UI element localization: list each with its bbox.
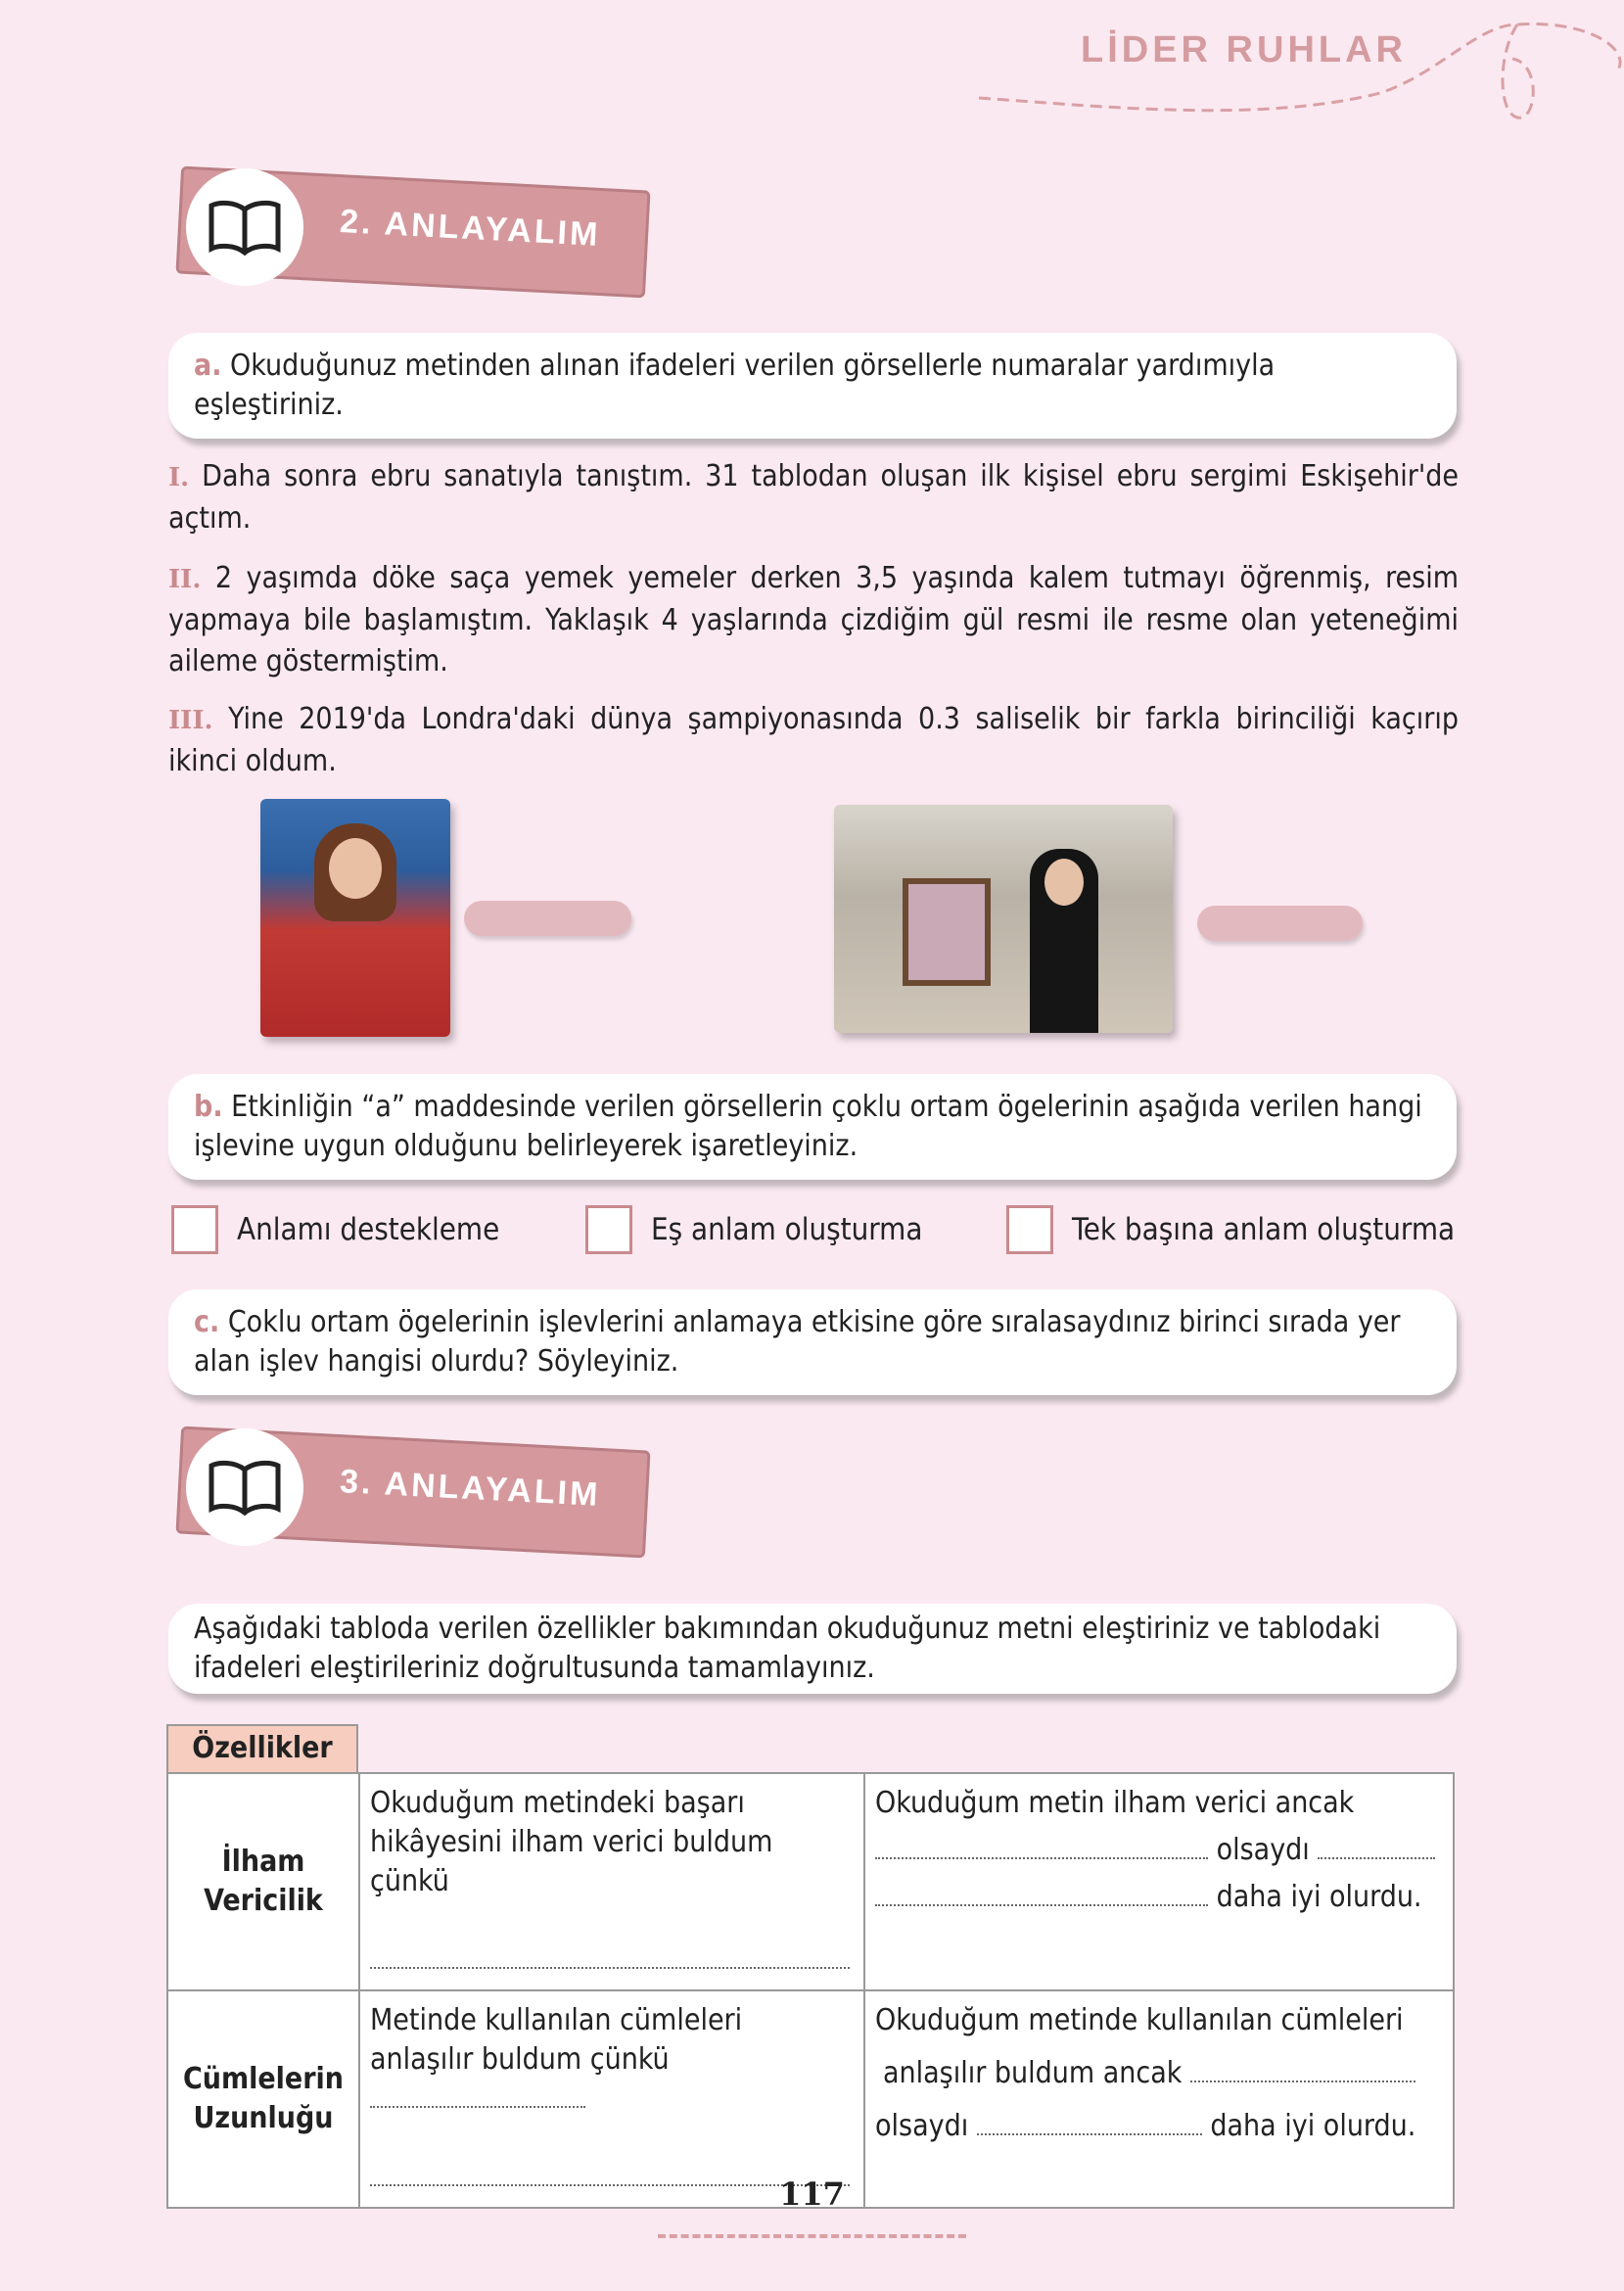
cell-text: Okuduğum metin ilham verici ancak bbox=[875, 1786, 1355, 1820]
instruction-a bbox=[168, 333, 1457, 439]
table-row bbox=[167, 1773, 1454, 1990]
statement-text: Daha sonra ebru sanatıyla tanıştım. 31 tablodan oluşan ilk kişisel ebru sergimi Eskişehir'de açtım. bbox=[168, 459, 1459, 536]
section-2-banner bbox=[168, 168, 653, 305]
instruction-3 bbox=[168, 1604, 1457, 1694]
statement-3 bbox=[168, 699, 1459, 782]
section-2-title: 2. ANLAYALIM bbox=[339, 203, 602, 254]
roman-numeral: III. bbox=[168, 706, 213, 735]
checkbox-tek-basina[interactable] bbox=[1006, 1205, 1053, 1254]
book-icon bbox=[186, 168, 303, 286]
instruction-b bbox=[168, 1074, 1457, 1180]
roman-numeral: I. bbox=[168, 463, 190, 492]
instruction-3-text: Aşağıdaki tabloda verilen özellikler bakımından okuduğunuz metni eleştiriniz ve tablodaki ifadeleri eleştirileriniz doğrultusunda tamamlayınız. bbox=[194, 1612, 1381, 1685]
cell-text: Okuduğum metindeki başarı hikâyesini ilham verici buldum çünkü bbox=[370, 1786, 773, 1898]
brand-title: LİDER RUHLAR bbox=[1081, 29, 1407, 70]
row-label: Cümlelerin Uzunluğu bbox=[167, 1990, 359, 2208]
statement-text: Yine 2019'da Londra'daki dünya şampiyonasında 0.3 saliselik bir farkla birinciliği kaçırıp ikinci oldum. bbox=[168, 702, 1459, 778]
table-header: Özellikler bbox=[166, 1724, 358, 1773]
roman-numeral: II. bbox=[168, 565, 202, 594]
cell-text: Metinde kullanılan cümleleri anlaşılır buldum çünkü bbox=[370, 2003, 743, 2077]
option-label: Tek başına anlam oluşturma bbox=[1072, 1212, 1456, 1247]
checkbox-es-anlam[interactable] bbox=[585, 1205, 632, 1254]
cell-text: daha iyi olurdu. bbox=[1210, 2109, 1416, 2143]
blank-line[interactable] bbox=[875, 1883, 1208, 1906]
athlete-photo bbox=[260, 799, 450, 1037]
cell-text: Okuduğum metinde kullanılan cümleleri bbox=[875, 2003, 1404, 2037]
instruction-c-text: Çoklu ortam ögelerinin işlevlerini anlamaya etkisine göre sıralasaydınız birinci sırada yer alan işlev hangisi olurdu? Söyleyiniz. bbox=[194, 1305, 1401, 1379]
statement-1 bbox=[168, 456, 1459, 539]
ebru-exhibition-photo bbox=[834, 805, 1173, 1033]
instruction-b-text: Etkinliğin “a” maddesinde verilen görsellerin çoklu ortam ögelerinin aşağıda verilen hangi işlevine uygun olduğunu belirleyerek işaretleyiniz. bbox=[194, 1090, 1422, 1163]
instruction-a-text: Okuduğunuz metinden alınan ifadeleri verilen görsellerle numaralar yardımıyla eşleştiriniz. bbox=[194, 349, 1276, 422]
table-cell bbox=[359, 1773, 864, 1990]
cell-text: daha iyi olurdu. bbox=[1216, 1880, 1422, 1914]
label-c: c. bbox=[194, 1305, 220, 1339]
option-label: Anlamı destekleme bbox=[237, 1212, 500, 1247]
blank-line[interactable] bbox=[370, 1945, 850, 1969]
blank-line[interactable] bbox=[370, 2084, 585, 2108]
blank-line[interactable] bbox=[1190, 2059, 1415, 2082]
dashed-swirl-decoration bbox=[969, 15, 1624, 127]
label-a: a. bbox=[194, 349, 222, 383]
table-cell bbox=[864, 1773, 1454, 1990]
cell-text: anlaşılır buldum ancak bbox=[883, 2056, 1183, 2090]
answer-slot-2[interactable] bbox=[1197, 906, 1363, 941]
instruction-c bbox=[168, 1289, 1457, 1395]
row-label: İlham Vericilik bbox=[167, 1773, 359, 1990]
section-3-title: 3. ANLAYALIM bbox=[339, 1463, 602, 1514]
page-number: 117 bbox=[779, 2175, 845, 2213]
label-b: b. bbox=[194, 1090, 223, 1124]
critique-table bbox=[166, 1772, 1455, 2209]
section-3-banner bbox=[168, 1428, 653, 1566]
book-icon bbox=[186, 1428, 303, 1546]
blank-line[interactable] bbox=[875, 1836, 1208, 1859]
page-number-divider bbox=[658, 2234, 966, 2238]
cell-text: olsaydı bbox=[1216, 1833, 1310, 1867]
blank-line[interactable] bbox=[1318, 1836, 1435, 1859]
statement-2 bbox=[168, 558, 1459, 682]
blank-line[interactable] bbox=[977, 2112, 1202, 2135]
option-label: Eş anlam oluşturma bbox=[651, 1212, 923, 1247]
answer-slot-1[interactable] bbox=[464, 901, 631, 936]
checkbox-anlami-destekleme[interactable] bbox=[171, 1205, 218, 1254]
cell-text: olsaydı bbox=[875, 2109, 969, 2143]
statement-text: 2 yaşımda döke saça yemek yemeler derken 3,5 yaşında kalem tutmayı öğrenmiş, resim yapmaya bile başlamıştım. Yaklaşık 4 yaşlarında çizdiğim gül resmi ile resme olan yeteneğimi aileme göstermiştim. bbox=[168, 561, 1459, 678]
